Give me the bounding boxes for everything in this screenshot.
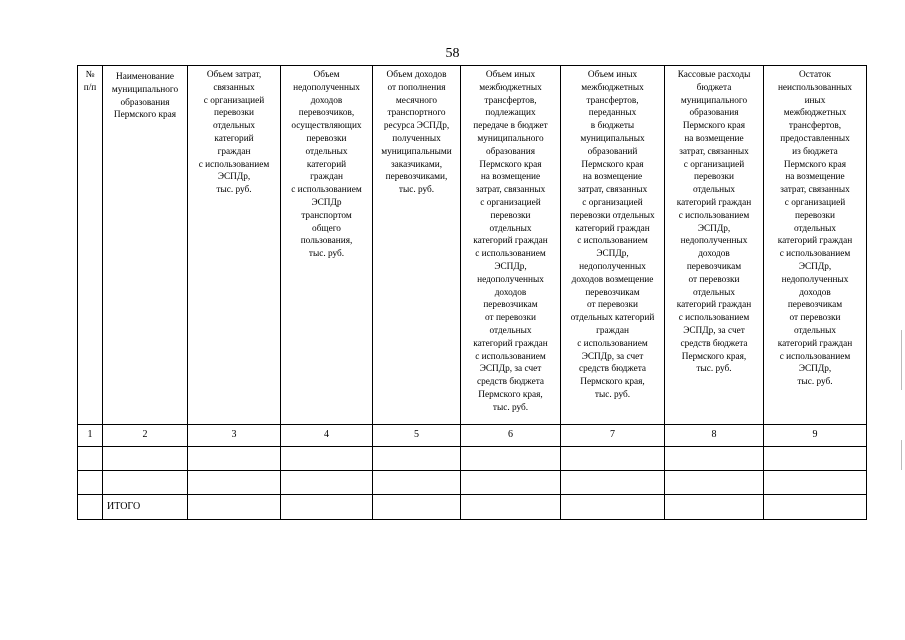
table-cell — [764, 495, 867, 520]
table-cell — [103, 471, 188, 495]
table-cell — [561, 495, 665, 520]
header-cell-transfers-transferred: Объем иных межбюджетных трансфертов, переданных в бюджеты муниципальных образований Пермского края на возмещение затрат, связанных с организацией перевозки отдельных категорий граждан с использованием ЭСПДр, недополученных доходов возмещение перевозчикам от перевозки отдельных категорий граждан с использованием ЭСПДр, за счет средств бюджета Пермского края, тыс. руб. — [561, 66, 665, 425]
column-number: 6 — [461, 425, 561, 447]
header-cell-transfers-due: Объем иных межбюджетных трансфертов, подлежащих передаче в бюджет муниципального образования Пермского края на возмещение затрат, связанных с организацией перевозки отдельных категорий граждан с использованием ЭСПДр, недополученных доходов перевозчикам от перевозки отдельных категорий граждан с использованием ЭСПДр, за счет средств бюджета Пермского края, тыс. руб. — [461, 66, 561, 425]
table-cell — [78, 447, 103, 471]
column-number: 1 — [78, 425, 103, 447]
table-cell — [373, 447, 461, 471]
column-number: 3 — [188, 425, 281, 447]
table-cell — [561, 447, 665, 471]
table-cell — [764, 471, 867, 495]
table-cell — [764, 447, 867, 471]
column-number-row — [78, 425, 867, 447]
column-number: 7 — [561, 425, 665, 447]
table-cell — [461, 447, 561, 471]
column-number: 4 — [281, 425, 373, 447]
table-row — [78, 471, 867, 495]
table-cell — [461, 495, 561, 520]
table-cell — [665, 447, 764, 471]
table-row — [78, 447, 867, 471]
page-number: 58 — [445, 46, 460, 61]
header-cell-unused-balance: Остаток неиспользованных иных межбюджетных трансфертов, предоставленных из бюджета Пермского края на возмещение затрат, связанных с организацией перевозки отдельных категорий граждан с использованием ЭСПДр, недополученных доходов перевозчикам от перевозки отдельных категорий граждан с использованием ЭСПДр, тыс. руб. — [764, 66, 867, 425]
header-cell-lost-income: Объем недополученных доходов перевозчиков, осуществляющих перевозки отдельных категорий граждан с использованием ЭСПДр транспортом общего пользования, тыс. руб. — [281, 66, 373, 425]
report-table — [77, 65, 867, 520]
column-number: 8 — [665, 425, 764, 447]
header-cell-income: Объем доходов от пополнения месячного транспортного ресурса ЭСПДр, полученных муниципальными заказчиками, перевозчиками, тыс. руб. — [373, 66, 461, 425]
column-number: 2 — [103, 425, 188, 447]
table-cell — [561, 471, 665, 495]
column-number: 9 — [764, 425, 867, 447]
table-cell — [665, 471, 764, 495]
table-cell — [78, 495, 103, 520]
header-cell-cash-expenses: Кассовые расходы бюджета муниципального образования Пермского края на возмещение затрат, связанных с организацией перевозки отдельных категорий граждан с использованием ЭСПДр, недополученных доходов перевозчикам от перевозки отдельных категорий граждан с использованием ЭСПДр, за счет средств бюджета Пермского края, тыс. руб. — [665, 66, 764, 425]
header-row — [78, 66, 867, 425]
table-cell — [78, 471, 103, 495]
total-label: ИТОГО — [103, 495, 188, 520]
table-cell — [188, 471, 281, 495]
table-cell — [373, 495, 461, 520]
header-cell-municipality: Наименование муниципального образования Пермского края — [103, 66, 188, 425]
table-cell — [665, 495, 764, 520]
table-cell — [188, 495, 281, 520]
total-row — [78, 495, 867, 520]
table-cell — [281, 495, 373, 520]
table-cell — [103, 447, 188, 471]
column-number: 5 — [373, 425, 461, 447]
table-cell — [281, 471, 373, 495]
table-cell — [461, 471, 561, 495]
header-cell-costs: Объем затрат, связанных с организацией перевозки отдельных категорий граждан с использованием ЭСПДр, тыс. руб. — [188, 66, 281, 425]
table-cell — [281, 447, 373, 471]
table-cell — [373, 471, 461, 495]
scan-edge-mark — [901, 330, 902, 390]
scan-edge-mark — [901, 440, 902, 470]
header-cell-number: № п/п — [78, 66, 103, 425]
table-cell — [188, 447, 281, 471]
